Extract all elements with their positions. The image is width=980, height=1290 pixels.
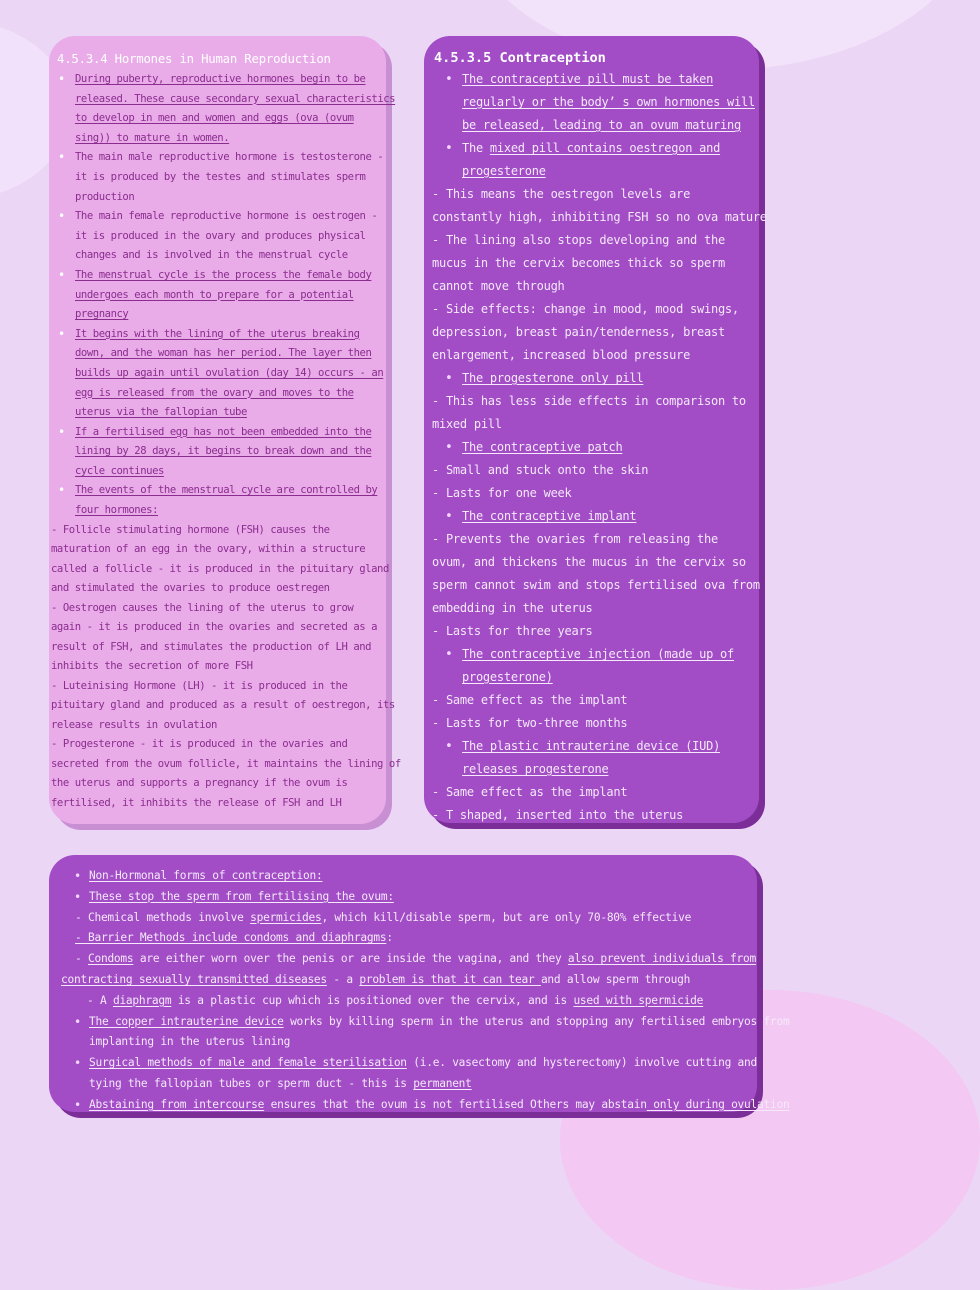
detail-line: - T shaped, inserted into the uterus — [432, 808, 684, 822]
nonhormonal-bullet: • These stop the sperm from fertilising the ovum: — [49, 887, 757, 908]
contraception-bullet: • The contraceptive injection (made up of progesterone) — [424, 643, 759, 689]
detail-line: and stimulated the ovaries to produce oestregen — [51, 582, 330, 595]
detail-line: fertilised, it inhibits the release of FSH and LH — [51, 796, 342, 809]
hormones-bullet: • It begins with the lining of the uterus breaking down, and the woman has her period. The layer then builds up again until ovulation (day 14) occurs - an egg is released from the ovary and moves to the uterus via the fallopian tube — [49, 325, 386, 423]
detail-line: called a follicle - it is produced in the pituitary gland — [51, 562, 389, 575]
contraception-bullet: • The contraceptive pill must be taken regularly or the body’ s own hormones will be released, leading to an ovum maturing — [424, 68, 759, 137]
detail-line: - Progesterone - it is produced in the ovaries and — [51, 738, 348, 751]
hormones-bullet: • The events of the menstrual cycle are controlled by four hormones: — [49, 481, 386, 520]
hormones-title: 4.5.3.4 Hormones in Human Reproduction — [57, 52, 331, 66]
detail-line: - Small and stuck onto the skin — [432, 463, 649, 477]
detail-line: - Prevents the ovaries from releasing the — [432, 532, 718, 546]
detail-line: again - it is produced in the ovaries and secreted as a — [51, 621, 378, 634]
detail-line: the uterus and supports a pregnancy if the ovum is — [51, 777, 348, 790]
detail-line: - Lasts for one week — [432, 486, 572, 500]
detail-line: maturation of an egg in the ovary, within a structure — [51, 543, 366, 556]
detail-line: - Same effect as the implant — [432, 785, 628, 799]
contraception-bullet: • The contraceptive patch — [424, 436, 759, 459]
detail-line: - Condoms are either worn over the penis or are inside the vagina, and they also prevent individuals from — [75, 952, 756, 966]
hormones-details — [49, 521, 401, 814]
contraception-bullet: • The contraceptive implant — [424, 505, 759, 528]
hormones-bullet: • During puberty, reproductive hormones begin to be released. These cause secondary sexual characteristics to develop in men and women and eggs (ova (ovum sing)) to mature in women. — [49, 70, 386, 148]
detail-line: - Chemical methods involve spermicides, which kill/disable sperm, but are only 70-80% effective — [75, 910, 692, 924]
detail-line: mucus in the cervix becomes thick so sperm — [432, 256, 725, 270]
nonhormonal-bullet: • Surgical methods of male and female sterilisation (i.e. vasectomy and hysterectomy) involve cutting and tying the fallopian tubes or sperm duct - this is permanent — [49, 1053, 757, 1095]
detail-line: sperm cannot swim and stops fertilised ova from — [432, 578, 760, 592]
hormones-bullet: • The main female reproductive hormone is oestrogen - it is produced in the ovary and produces physical changes and is involved in the menstrual cycle — [49, 207, 386, 266]
detail-line: - Lasts for two-three months — [432, 716, 628, 730]
detail-line: - Luteinising Hormone (LH) - it is produced in the — [51, 679, 348, 692]
detail-line: - This has less side effects in comparison to — [432, 394, 746, 408]
detail-line: - Same effect as the implant — [432, 693, 628, 707]
detail-line: cannot move through — [432, 279, 565, 293]
detail-line: depression, breast pain/tenderness, breast — [432, 325, 725, 339]
hormones-bullet: • The main male reproductive hormone is testosterone - it is produced by the testes and stimulates sperm production — [49, 148, 386, 207]
nonhormonal-bullet: • Abstaining from intercourse ensures that the ovum is not fertilised Others may abstain only during ovulation — [49, 1095, 757, 1116]
contraception-bullet: • The mixed pill contains oestregon and progesterone — [424, 137, 759, 183]
contraception-title: 4.5.3.5 Contraception — [434, 50, 606, 66]
detail-line: contracting sexually transmitted diseases - a problem is that it can tear and allow sperm through — [61, 972, 691, 986]
detail-line: mixed pill — [432, 417, 502, 431]
nonhormonal-bullet: • The copper intrauterine device works by killing sperm in the uterus and stopping any fertilised embryos from implanting in the uterus lining — [49, 1012, 757, 1054]
nonhormonal-bullet: • Non-Hormonal forms of contraception: — [49, 866, 757, 887]
hormones-bullets — [49, 70, 396, 521]
detail-line: ovum, and thickens the mucus in the cervix so — [432, 555, 746, 569]
hormones-card — [49, 36, 401, 824]
detail-line: result of FSH, and stimulates the production of LH and — [51, 640, 372, 653]
contraception-card — [424, 36, 767, 823]
hormones-bullet: • The menstrual cycle is the process the female body undergoes each month to prepare for a potential pregnancy — [49, 266, 386, 325]
contraception-bullet: • The plastic intrauterine device (IUD) releases progesterone — [424, 735, 759, 781]
detail-line: inhibits the secretion of more FSH — [51, 660, 253, 673]
detail-line: - Side effects: change in mood, mood swings, — [432, 302, 739, 316]
detail-line: secreted from the ovum follicle, it maintains the lining of — [51, 757, 401, 770]
detail-line: - Lasts for three years — [432, 624, 593, 638]
detail-line: pituitary gland and produced as a result of oestregon, its — [51, 699, 395, 712]
contraception-bullet: • The progesterone only pill — [424, 367, 759, 390]
detail-line: - The lining also stops developing and the — [432, 233, 725, 247]
detail-line: enlargement, increased blood pressure — [432, 348, 691, 362]
detail-line: - Barrier Methods include condoms and diaphragms: — [75, 931, 393, 945]
detail-line: release results in ovulation — [51, 718, 217, 731]
detail-line: - Oestrogen causes the lining of the uterus to grow — [51, 601, 354, 614]
hormones-bullet: • If a fertilised egg has not been embedded into the lining by 28 days, it begins to break down and the cycle continues — [49, 423, 386, 482]
detail-line: constantly high, inhibiting FSH so no ova mature — [432, 210, 767, 224]
detail-line: - A diaphragm is a plastic cup which is positioned over the cervix, and is used with spermicide — [87, 993, 704, 1007]
detail-line: - Follicle stimulating hormone (FSH) causes the — [51, 523, 330, 536]
nonhormonal-card — [49, 855, 790, 1112]
detail-line: - This means the oestregon levels are — [432, 187, 691, 201]
detail-line: embedding in the uterus — [432, 601, 593, 615]
